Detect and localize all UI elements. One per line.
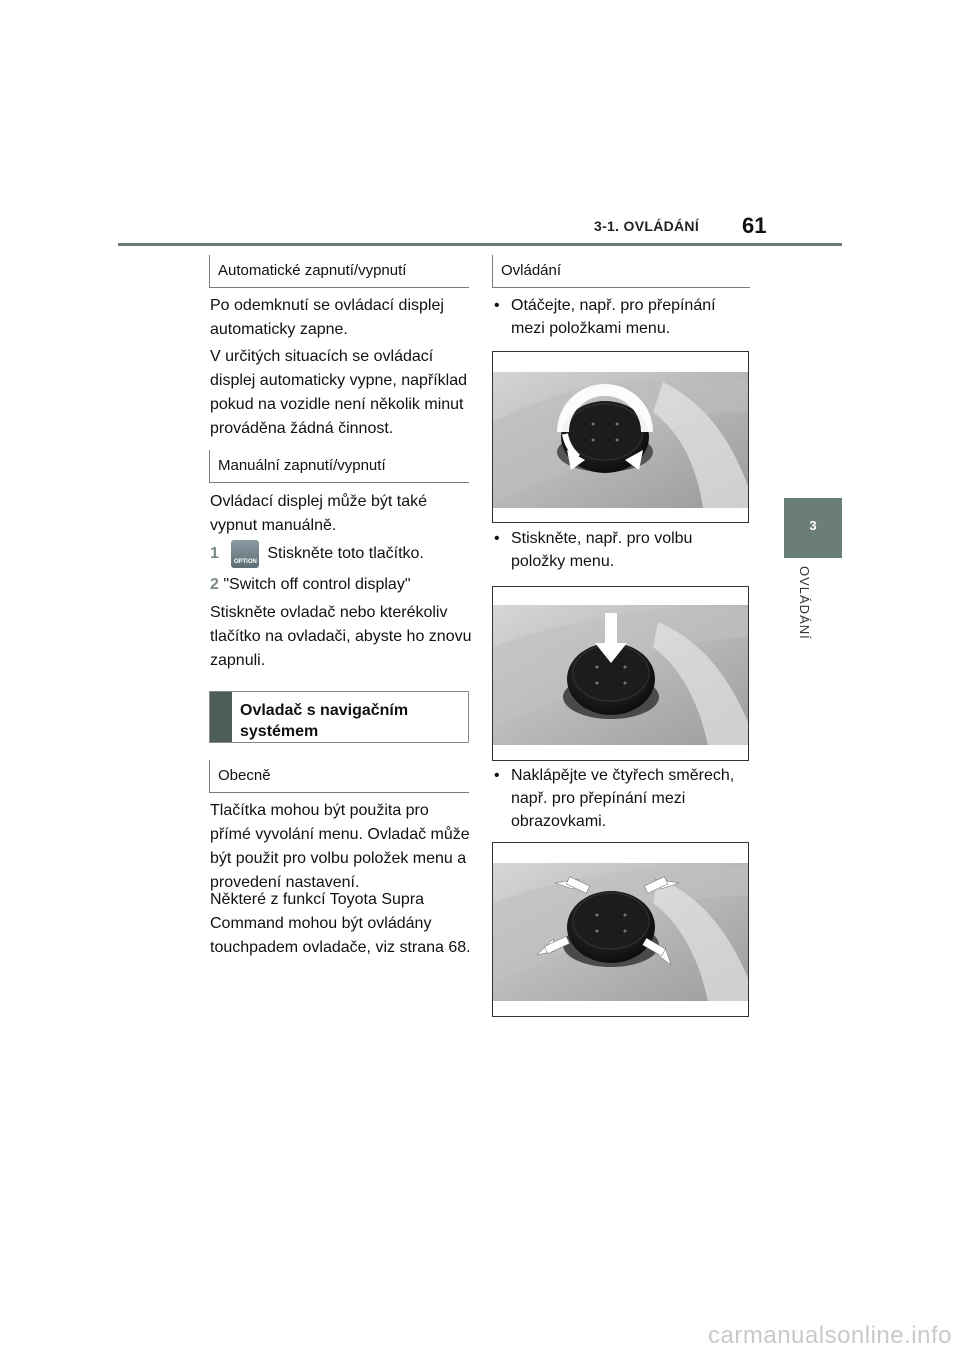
- bullet-rotate: • Otáčejte, např. pro přepínání mezi položkami menu.: [494, 294, 750, 340]
- step-1-number: 1: [210, 545, 219, 563]
- bullet-press: • Stiskněte, např. pro volbu položky menu.: [494, 527, 750, 573]
- general-paragraph-1: Tlačítka mohou být použita pro přímé vyvolání menu. Ovladač může být použit pro volbu položek menu a provedení nastavení.: [210, 802, 470, 891]
- header-rule: [118, 243, 842, 246]
- bullet-rotate-text: Otáčejte, např. pro přepínání mezi položkami menu.: [511, 297, 716, 337]
- watermark: carmanualsonline.info: [708, 1322, 952, 1349]
- chapter-label: OVLÁDÁNÍ: [797, 566, 812, 640]
- manual-paragraph-2: Stiskněte ovladač nebo kterékoliv tlačítko na ovladači, abyste ho znovu zapnuli.: [210, 604, 472, 669]
- figure-rotate-controller: [492, 351, 749, 523]
- figure-press-controller: [492, 586, 749, 761]
- step-2-text: "Switch off control display": [223, 576, 411, 593]
- step-2-number: 2: [210, 576, 219, 593]
- rotate-controller-illustration: [493, 352, 749, 523]
- tilt-controller-illustration: [493, 843, 749, 1017]
- section-title: 3-1. OVLÁDÁNÍ: [594, 218, 700, 234]
- auto-paragraph-2: V určitých situacích se ovládací displej automaticky vypne, například pokud na vozidle není několik minut prováděna žádná činnost.: [210, 348, 468, 437]
- bullet-tilt: • Naklápějte ve čtyřech směrech, např. pro přepínání mezi obrazovkami.: [494, 764, 750, 833]
- chapter-number: 3: [809, 518, 817, 533]
- controller-heading: Ovladač s navigačním systémem: [240, 702, 409, 740]
- manual-onoff-heading: Manuální zapnutí/vypnutí: [209, 450, 469, 483]
- step-1: [210, 540, 472, 568]
- page-number: 61: [742, 213, 767, 238]
- auto-paragraph-1: Po odemknutí se ovládací displej automaticky zapne.: [210, 297, 444, 338]
- option-button-icon: [231, 540, 259, 568]
- step-2: [210, 573, 472, 597]
- press-controller-illustration: [493, 587, 749, 761]
- option-button-label: OPTION: [233, 559, 257, 565]
- auto-onoff-heading: Automatické zapnutí/vypnutí: [209, 255, 469, 288]
- general-paragraph-2: Některé z funkcí Toyota Supra Command mohou být ovládány touchpadem ovladače, viz strana 68.: [210, 891, 471, 956]
- bullet-tilt-text: Naklápějte ve čtyřech směrech, např. pro přepínání mezi obrazovkami.: [511, 767, 735, 830]
- controller-heading-box: [209, 691, 469, 743]
- heading-accent-bar: [210, 692, 232, 742]
- general-heading: Obecně: [209, 760, 469, 793]
- manual-paragraph-1: Ovládací displej může být také vypnut manuálně.: [210, 493, 427, 534]
- step-1-text: Stiskněte toto tlačítko.: [267, 545, 424, 563]
- figure-tilt-controller: [492, 842, 749, 1017]
- bullet-press-text: Stiskněte, např. pro volbu položky menu.: [511, 530, 693, 570]
- operation-heading: Ovládání: [492, 255, 750, 288]
